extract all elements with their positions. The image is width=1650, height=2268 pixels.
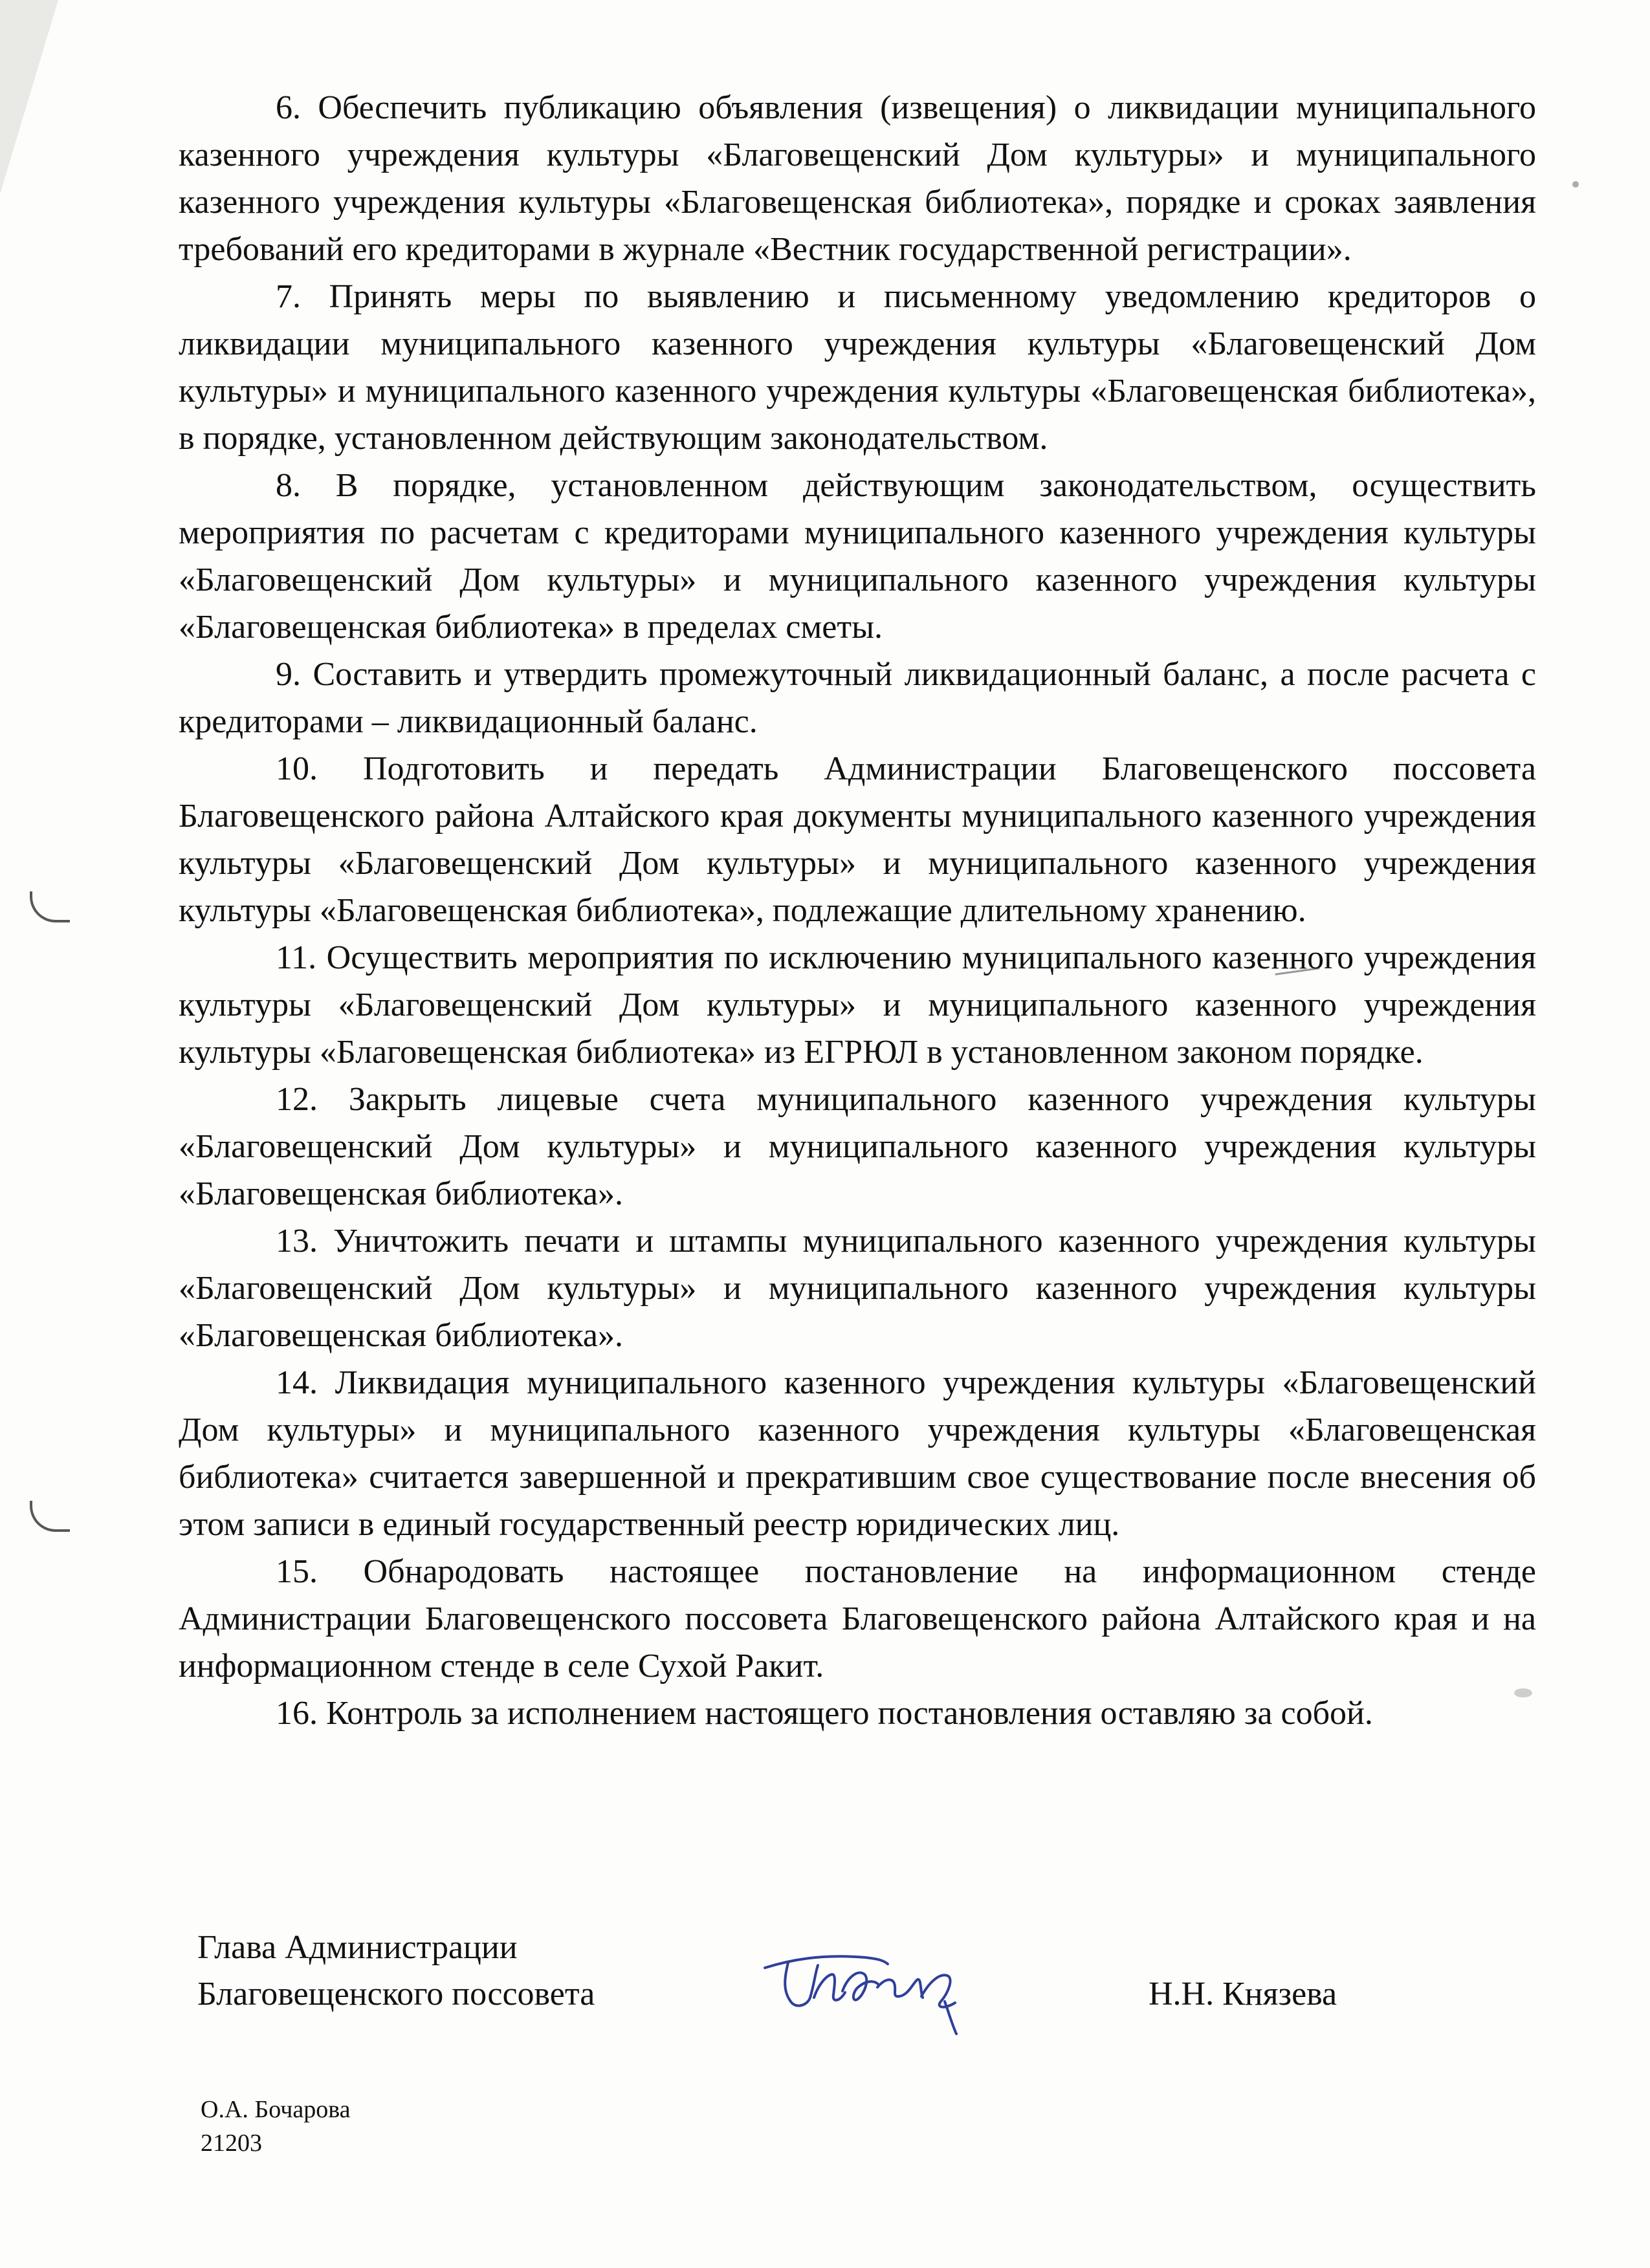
- paragraph-15: 15. Обнародовать настоящее постановление на информационном стенде Администрации Благовещенского поссовета Благовещенского района Алтайского края и на информационном стенде в селе Сухой Ракит.: [179, 1553, 1536, 1685]
- paragraph-11: 11. Осуществить мероприятия по исключению муниципального казенного учреждения культуры «Благовещенский Дом культуры» и муниципального казенного учреждения культуры «Благовещенская библиотека» из ЕГРЮЛ в установленном законом порядке.: [179, 939, 1536, 1071]
- position-line-1: Глава Администрации: [197, 1929, 518, 1966]
- punch-hole-mark: [30, 891, 70, 922]
- signatory-position: [197, 1925, 595, 2018]
- paragraph-7: 7. Принять меры по выявлению и письменному уведомлению кредиторов о ликвидации муниципального казенного учреждения культуры «Благовещенский Дом культуры» и муниципального казенного учреждения культуры «Благовещенская библиотека», в порядке, установленном действующим законодательством.: [179, 278, 1536, 457]
- executor-info: [201, 2093, 351, 2160]
- resolution-body: [179, 84, 1536, 1737]
- paragraph-10: 10. Подготовить и передать Администрации Благовещенского поссовета Благовещенского района Алтайского края документы муниципального казенного учреждения культуры «Благовещенский Дом культуры» и муниципального казенного учреждения культуры «Благовещенская библиотека», подлежащие длительному хранению.: [179, 750, 1536, 929]
- executor-name: О.А. Бочарова: [201, 2096, 351, 2123]
- paragraph-13: 13. Уничтожить печати и штампы муниципального казенного учреждения культуры «Благовещенский Дом культуры» и муниципального казенного учреждения культуры «Благовещенская библиотека».: [179, 1223, 1536, 1354]
- paragraph-9: 9. Составить и утвердить промежуточный ликвидационный баланс, а после расчета с кредиторами – ликвидационный баланс.: [179, 656, 1536, 740]
- paragraph-6: 6. Обеспечить публикацию объявления (извещения) о ликвидации муниципального казенного учреждения культуры «Благовещенский Дом культуры» и муниципального казенного учреждения культуры «Благовещенская библиотека», порядке и сроках заявления требований его кредиторами в журнале «Вестник государственной регистрации».: [179, 89, 1536, 268]
- executor-phone: 21203: [201, 2130, 262, 2157]
- paragraph-16: 16. Контроль за исполнением настоящего постановления оставляю за собой.: [276, 1695, 1373, 1732]
- folded-corner: [0, 0, 58, 194]
- punch-hole-mark: [30, 1501, 70, 1532]
- paragraph-8: 8. В порядке, установленном действующим законодательством, осуществить мероприятия по расчетам с кредиторами муниципального казенного учреждения культуры «Благовещенский Дом культуры» и муниципального казенного учреждения культуры «Благовещенская библиотека» в пределах сметы.: [179, 467, 1536, 646]
- paragraph-12: 12. Закрыть лицевые счета муниципального казенного учреждения культуры «Благовещенский Дом культуры» и муниципального казенного учреждения культуры «Благовещенская библиотека».: [179, 1081, 1536, 1212]
- position-line-2: Благовещенского поссовета: [197, 1976, 595, 2012]
- handwritten-signature: [751, 1915, 996, 2044]
- paragraph-14: 14. Ликвидация муниципального казенного учреждения культуры «Благовещенский Дом культуры» и муниципального казенного учреждения культуры «Благовещенская библиотека» считается завершенной и прекратившим свое существование после внесения об этом записи в единый государственный реестр юридических лиц.: [179, 1364, 1536, 1543]
- signature-block: [197, 1925, 1491, 2080]
- scan-artifact: [1572, 181, 1579, 188]
- signatory-name: Н.Н. Князева: [1149, 1976, 1337, 2012]
